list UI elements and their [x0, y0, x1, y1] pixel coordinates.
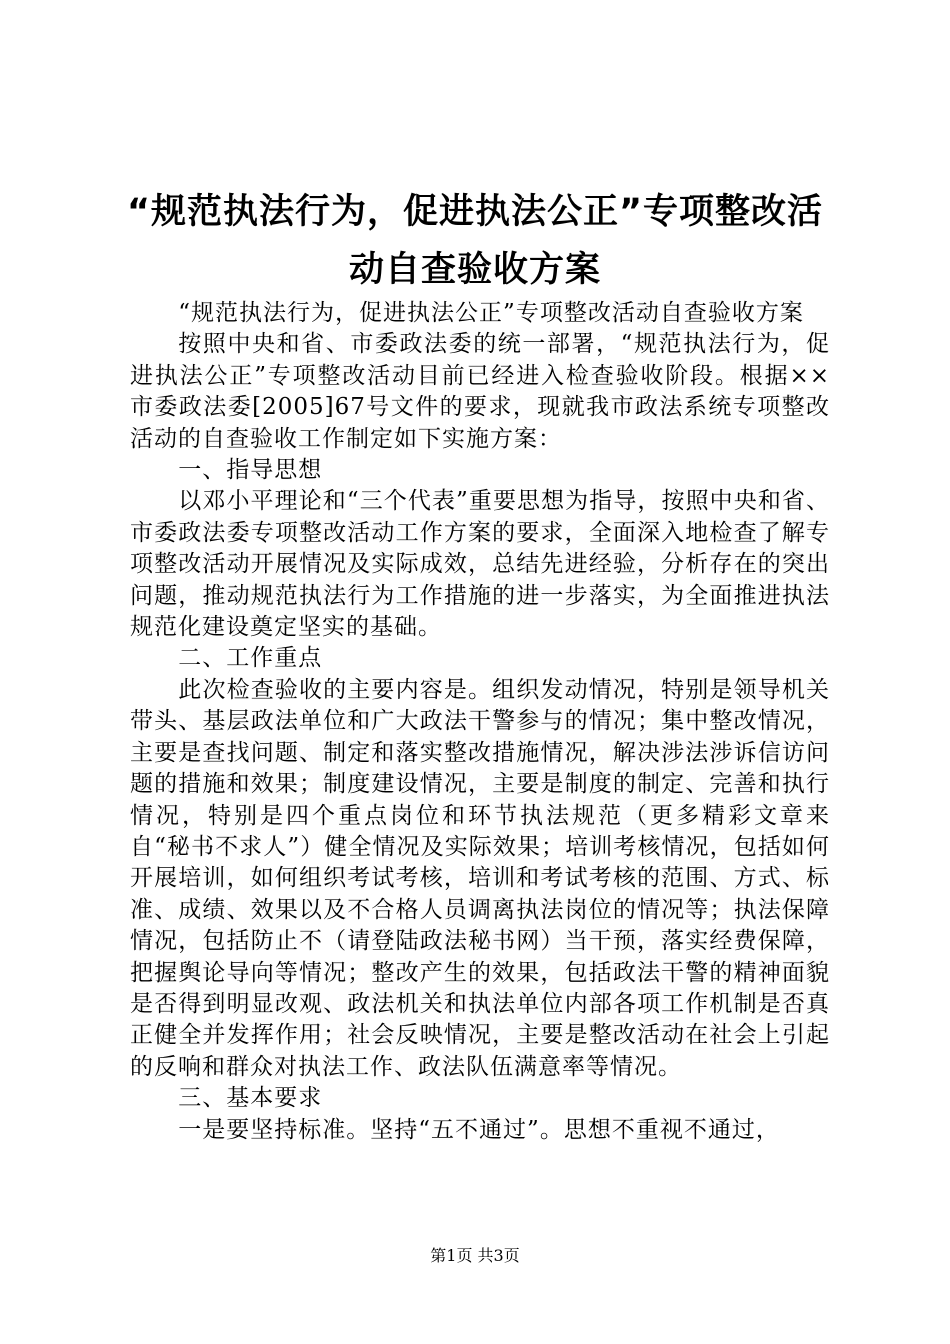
paragraph-subtitle: “规范执法行为，促进执法公正”专项整改活动自查验收方案: [178, 300, 804, 326]
paragraph-work-focus: 此次检查验收的主要内容是。组织发动情况，特别是领导机关带头、基层政法单位和广大政法干警参与的情况；集中整改情况，主要是查找问题、制定和落实整改措施情况，解决涉法涉诉信访问题的措施和效果；制度建设情况，主要是制度的制定、完善和执行情况，特别是四个重点岗位和环节执法规范（更多精彩文章来自“秘书不求人”）健全情况及实际效果；培训考核情况，包括如何开展培训，如何组织考试考核，培训和考试考核的范围、方式、标准、成绩、效果以及不合格人员调离执法岗位的情况等；执法保障情况，包括防止不（请登陆政法秘书网）当干预，落实经费保障，把握舆论导向等情况；整改产生的效果，包括政法干警的精神面貌是否得到明显改观、政法机关和执法单位内部各项工作机制是否真正健全并发挥作用；社会反映情况，主要是整改活动在社会上引起的反响和群众对执法工作、政法队伍满意率等情况。: [130, 676, 830, 1080]
document-title-line-2: 动自查验收方案: [348, 250, 601, 290]
section-heading-guiding-thought: 一、指导思想: [178, 457, 323, 484]
paragraph-basic-requirements: 一是要坚持标准。坚持“五不通过”。思想不重视不通过，: [178, 1116, 780, 1143]
paragraph-guiding-thought: 以邓小平理论和“三个代表”重要思想为指导，按照中央和省、市委政法委专项整改活动工作方案的要求，全面深入地检查了解专项整改活动开展情况及实际成效，总结先进经验，分析存在的突出问题，推动规范执法行为工作措施的进一步落实，为全面推进执法规范化建设奠定坚实的基础。: [130, 488, 830, 641]
section-heading-work-focus: 二、工作重点: [178, 645, 323, 672]
document-body: [130, 298, 830, 1146]
page-number-footer: 第1页 共3页: [430, 1246, 520, 1265]
document-title-line-1: “规范执法行为，促进执法公正”专项整改活: [126, 192, 823, 232]
section-heading-basic-requirements: 三、基本要求: [178, 1085, 323, 1112]
paragraph-intro: 按照中央和省、市委政法委的统一部署，“规范执法行为，促进执法公正”专项整改活动目前已经进入检查验收阶段。根据××市委政法委[2005]67号文件的要求，现就我市政法系统专项整改活动的自查验收工作制定如下实施方案：: [130, 331, 830, 452]
